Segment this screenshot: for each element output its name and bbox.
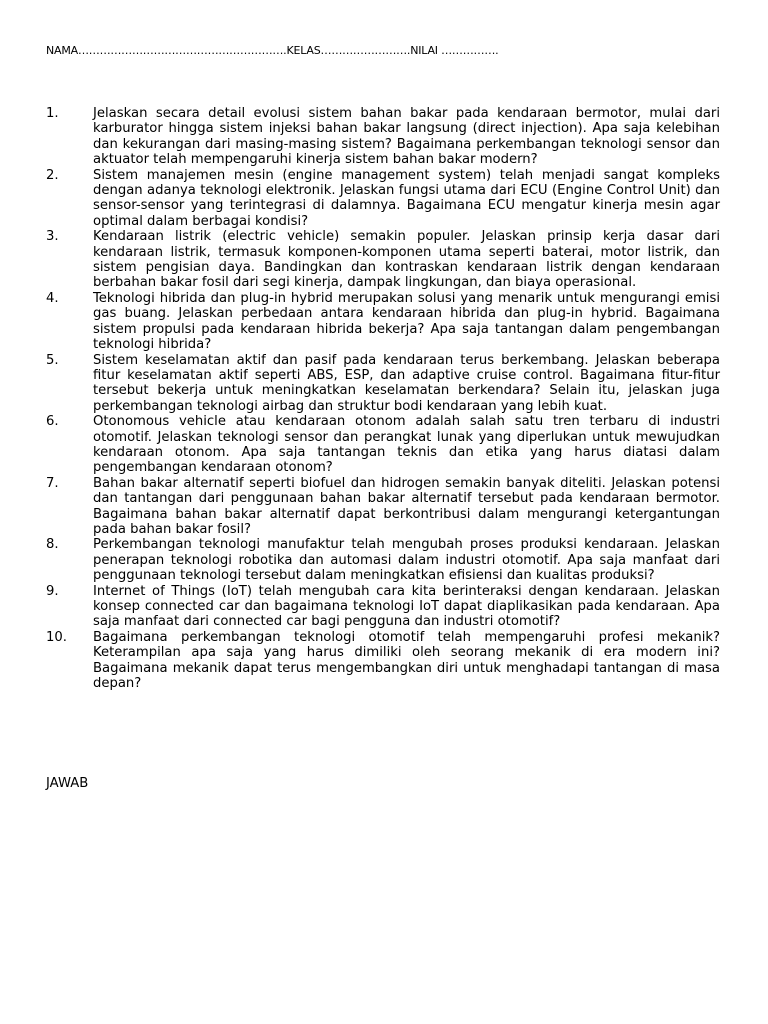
question-number: 10. bbox=[46, 629, 67, 645]
question-item-6 bbox=[46, 414, 720, 476]
question-text: Jelaskan secara detail evolusi sistem bahan bakar pada kendaraan bermotor, mulai dari karburator hingga sistem injeksi bahan bakar langsung (direct injection). Apa saja kelebihan dan kekurangan dari masing-masing sistem? Bagaimana perkembangan teknologi sensor dan aktuator telah mempengaruhi kinerja sistem bahan bakar modern? bbox=[93, 106, 720, 168]
question-item-1 bbox=[46, 106, 720, 168]
question-text: Internet of Things (IoT) telah mengubah cara kita berinteraksi dengan kendaraan. Jelaskan konsep connected car dan bagaimana teknologi IoT dapat diaplikasikan pada kendaraan. Apa saja manfaat dari connected car bagi pengguna dan industri otomotif? bbox=[93, 583, 720, 630]
question-text: Sistem keselamatan aktif dan pasif pada kendaraan terus berkembang. Jelaskan beberapa fitur keselamatan aktif seperti ABS, ESP, dan adaptive cruise control. Bagaimana fitur-fitur tersebut bekerja untuk meningkatkan keselamatan berkendara? Selain itu, jelaskan juga perkembangan teknologi airbag dan struktur bodi kendaraan yang lebih kuat. bbox=[93, 352, 720, 414]
question-item-7 bbox=[46, 476, 720, 538]
question-text: Bahan bakar alternatif seperti biofuel dan hidrogen semakin banyak diteliti. Jelaskan potensi dan tantangan dari penggunaan bahan bakar alternatif tersebut pada kendaraan bermotor. Bagaimana bahan bakar alternatif dapat berkontribusi dalam mengurangi ketergantungan pada bahan bakar fosil? bbox=[93, 475, 720, 537]
question-item-9 bbox=[46, 584, 720, 630]
question-number: 7. bbox=[46, 475, 59, 491]
question-item-4 bbox=[46, 291, 720, 353]
question-list bbox=[46, 106, 720, 691]
question-number: 2. bbox=[46, 167, 59, 183]
question-number: 3. bbox=[46, 229, 59, 245]
question-text: Bagaimana perkembangan teknologi otomotif telah mempengaruhi profesi mekanik? Keterampilan apa saja yang harus dimiliki oleh seorang mekanik di era modern ini? Bagaimana mekanik dapat terus mengembangkan diri untuk menghadapi tantangan di masa depan? bbox=[93, 629, 720, 692]
question-number: 6. bbox=[46, 414, 59, 430]
question-number: 9. bbox=[46, 583, 59, 599]
question-number: 8. bbox=[46, 537, 59, 553]
question-item-8 bbox=[46, 537, 720, 583]
question-text: Teknologi hibrida dan plug-in hybrid merupakan solusi yang menarik untuk mengurangi emisi gas buang. Jelaskan perbedaan antara kendaraan hibrida dan plug-in hybrid. Bagaimana sistem propulsi pada kendaraan hibrida bekerja? Apa saja tantangan dalam pengembangan teknologi hibrida? bbox=[93, 290, 720, 353]
question-text: Otonomous vehicle atau kendaraan otonom adalah salah satu tren terbaru di industri otomotif. Jelaskan teknologi sensor dan perangkat lunak yang diperlukan untuk mewujudkan kendaraan otonom. Apa saja tantangan teknis dan etika yang harus diatasi dalam pengembangan kendaraan otonom? bbox=[93, 414, 720, 476]
question-text: Perkembangan teknologi manufaktur telah mengubah proses produksi kendaraan. Jelaskan penerapan teknologi robotika dan automasi dalam industri otomotif. Apa saja manfaat dari penggunaan teknologi tersebut dalam meningkatkan efisiensi dan kualitas produksi? bbox=[93, 537, 720, 584]
question-item-3 bbox=[46, 229, 720, 291]
question-item-2 bbox=[46, 168, 720, 230]
question-text: Sistem manajemen mesin (engine management system) telah menjadi sangat kompleks dengan adanya teknologi elektronik. Jelaskan fungsi utama dari ECU (Engine Control Unit) dan sensor-sensor yang terintegrasi di dalamnya. Bagaimana ECU mengatur kinerja mesin agar optimal dalam berbagai kondisi? bbox=[93, 167, 720, 229]
question-number: 5. bbox=[46, 352, 59, 368]
question-item-10 bbox=[46, 630, 720, 692]
question-text: Kendaraan listrik (electric vehicle) semakin populer. Jelaskan prinsip kerja dasar dari kendaraan listrik, termasuk komponen-komponen utama seperti baterai, motor listrik, dan sistem pengisian daya. Bandingkan dan kontraskan kendaraan listrik dengan kendaraan berbahan bakar fosil dari segi kinerja, dampak lingkungan, dan biaya operasional. bbox=[93, 229, 720, 291]
question-number: 1. bbox=[46, 106, 59, 121]
student-info-line: NAMA………………………………………………….KELAS…………………….NILAI ……………. bbox=[46, 44, 499, 57]
answer-label: JAWAB bbox=[46, 776, 89, 791]
question-item-5 bbox=[46, 353, 720, 415]
question-number: 4. bbox=[46, 290, 59, 306]
